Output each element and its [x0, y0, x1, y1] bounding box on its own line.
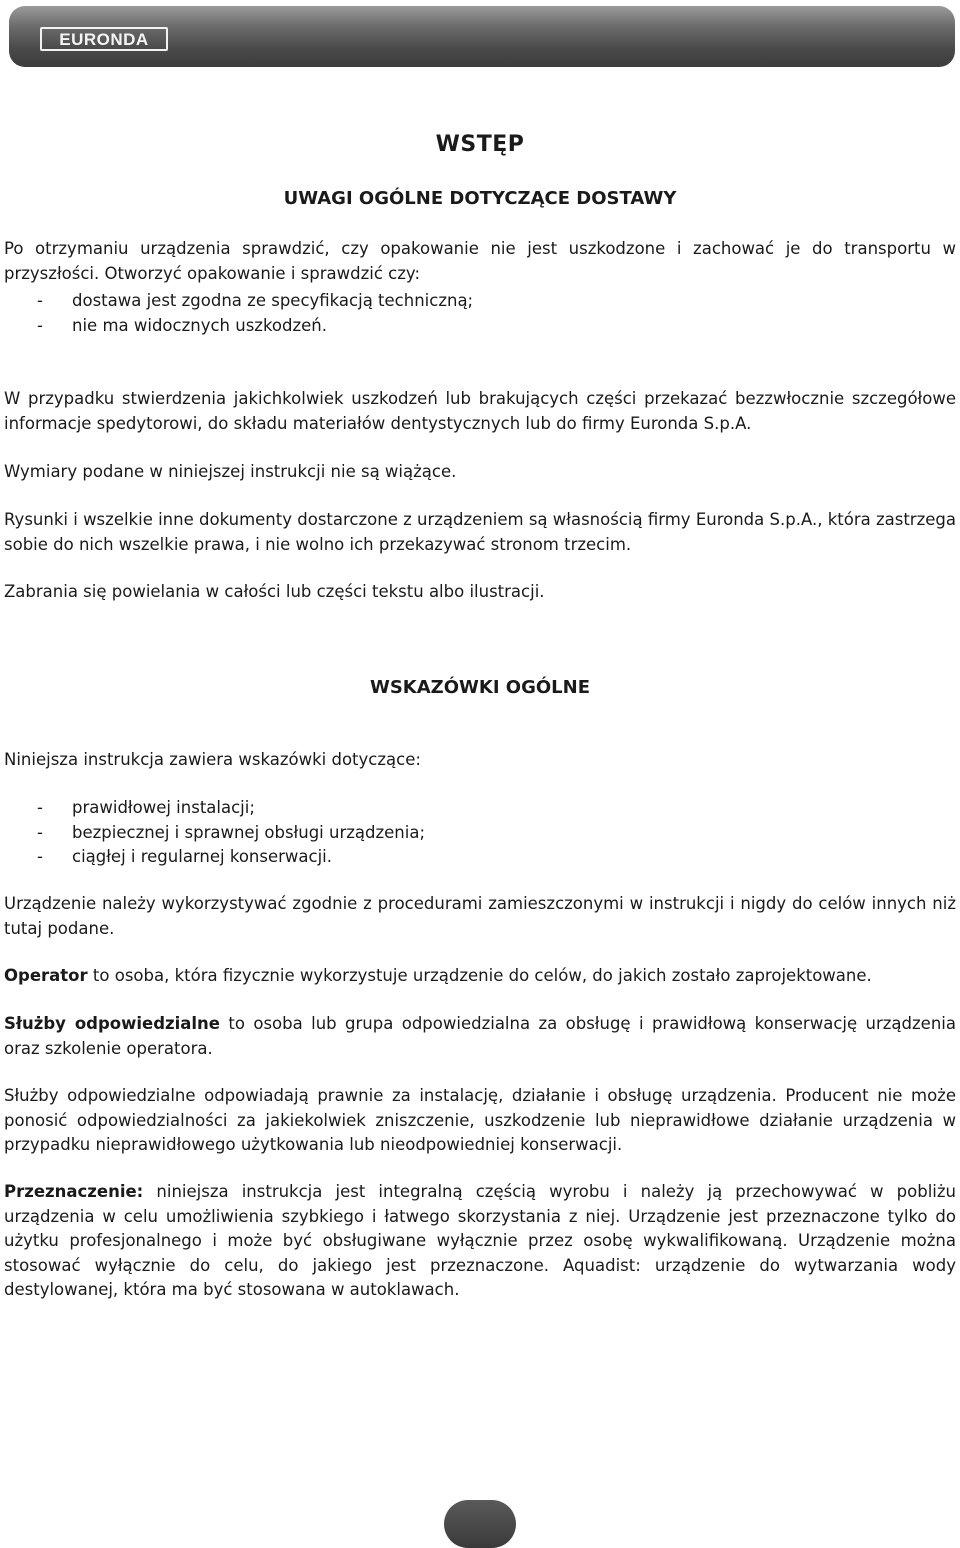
- definition-purpose: niniejsza instrukcja jest integralną częścią wyrobu i należy ją przechowywać w pobliżu urządzenia w celu umożliwienia szybkiego i łatwego skorzystania z niej. Urządzenie jest przeznaczone tylko do użytku profesjonalnego i może być obsługiwane wyłącznie przez osobę wykwalifikowaną. Urządzenie można stosować wyłącznie do celu, do jakiego jest przeznaczone. Aquadist: urządzenie do wytwarzania wody destylowanej, która ma być stosowana w autoklawach.: [4, 1182, 956, 1299]
- instructions-list: [4, 796, 956, 870]
- paragraph-delivery-intro: Po otrzymaniu urządzenia sprawdzić, czy opakowanie nie jest uszkodzone i zachować je do transportu w przyszłości. Otworzyć opakowanie i sprawdzić czy:: [4, 239, 956, 283]
- paragraph-instructions-intro: Niniejsza instrukcja zawiera wskazówki dotyczące:: [4, 750, 421, 769]
- term-operator: Operator: [4, 966, 88, 985]
- list-dash: -: [37, 822, 43, 842]
- euronda-logo: [40, 27, 168, 51]
- paragraph-liability: Służby odpowiedzialne odpowiadają prawnie za instalację, działanie i obsługę urządzenia. Producent nie może ponosić odpowiedzialności za jakiekolwiek zniszczenie, uszkodzenie lub nieprawidłowe działanie urządzenia w przypadku nieprawidłowego użytkowania lub nieodpowiedniej konserwacji.: [4, 1086, 956, 1154]
- paragraph-usage: Urządzenie należy wykorzystywać zgodnie z procedurami zamieszczonymi w instrukcji i nigdy do celów innych niż tutaj podane.: [4, 894, 956, 938]
- definition-responsible-services: to osoba lub grupa odpowiedzialna za obsługę i prawidłową konserwację urządzenia oraz szkolenie operatora.: [4, 1014, 956, 1058]
- list-dash: -: [37, 847, 43, 866]
- euronda-logo-graphic: [42, 29, 166, 49]
- list-item-text: nie ma widocznych uszkodzeń.: [72, 315, 328, 335]
- list-item: [4, 796, 956, 821]
- paragraph-ownership: Rysunki i wszelkie inne dokumenty dostarczone z urządzeniem są własnością firmy Euronda S.p.A., która zastrzega sobie do nich wszelkie prawa, i nie wolno ich przekazywać stronom trzecim.: [4, 510, 956, 554]
- list-item-text: ciągłej i regularnej konserwacji.: [72, 847, 333, 866]
- page-footer-pill: [444, 1500, 516, 1548]
- logo-text: EURONDA: [59, 30, 149, 49]
- list-item: [4, 821, 956, 846]
- section-heading-general: WSKAZÓWKI OGÓLNE: [369, 677, 591, 698]
- list-item: [4, 289, 956, 314]
- list-item-text: bezpiecznej i sprawnej obsługi urządzenia;: [72, 822, 426, 842]
- paragraph-responsible-services: [4, 1012, 956, 1061]
- term-purpose: Przeznaczenie:: [4, 1182, 144, 1201]
- page-title: WSTĘP: [435, 132, 525, 157]
- paragraph-purpose: [4, 1180, 956, 1303]
- definition-operator: to osoba, która fizycznie wykorzystuje urządzenie do celów, do jakich zostało zaprojektowane.: [87, 966, 872, 985]
- delivery-checklist: [4, 289, 956, 338]
- term-responsible-services: Służby odpowiedzialne: [4, 1014, 220, 1033]
- paragraph-damage-report: W przypadku stwierdzenia jakichkolwiek uszkodzeń lub brakujących części przekazać bezzwłocznie szczegółowe informacje spedytorowi, do składu materiałów dentystycznych lub do firmy Euronda S.p.A.: [4, 389, 956, 433]
- list-item: [4, 845, 956, 870]
- paragraph-dimensions: Wymiary podane w niniejszej instrukcji nie są wiążące.: [4, 462, 457, 481]
- list-item: [4, 314, 956, 339]
- list-dash: -: [37, 291, 43, 310]
- list-item-text: prawidłowej instalacji;: [72, 798, 255, 817]
- list-dash: -: [37, 798, 43, 817]
- paragraph-copying: Zabrania się powielania w całości lub części tekstu albo ilustracji.: [4, 582, 545, 601]
- section-heading-delivery: UWAGI OGÓLNE DOTYCZĄCE DOSTAWY: [283, 188, 677, 209]
- list-dash: -: [37, 315, 43, 335]
- paragraph-operator: [4, 964, 956, 989]
- list-item-text: dostawa jest zgodna ze specyfikacją techniczną;: [72, 291, 474, 310]
